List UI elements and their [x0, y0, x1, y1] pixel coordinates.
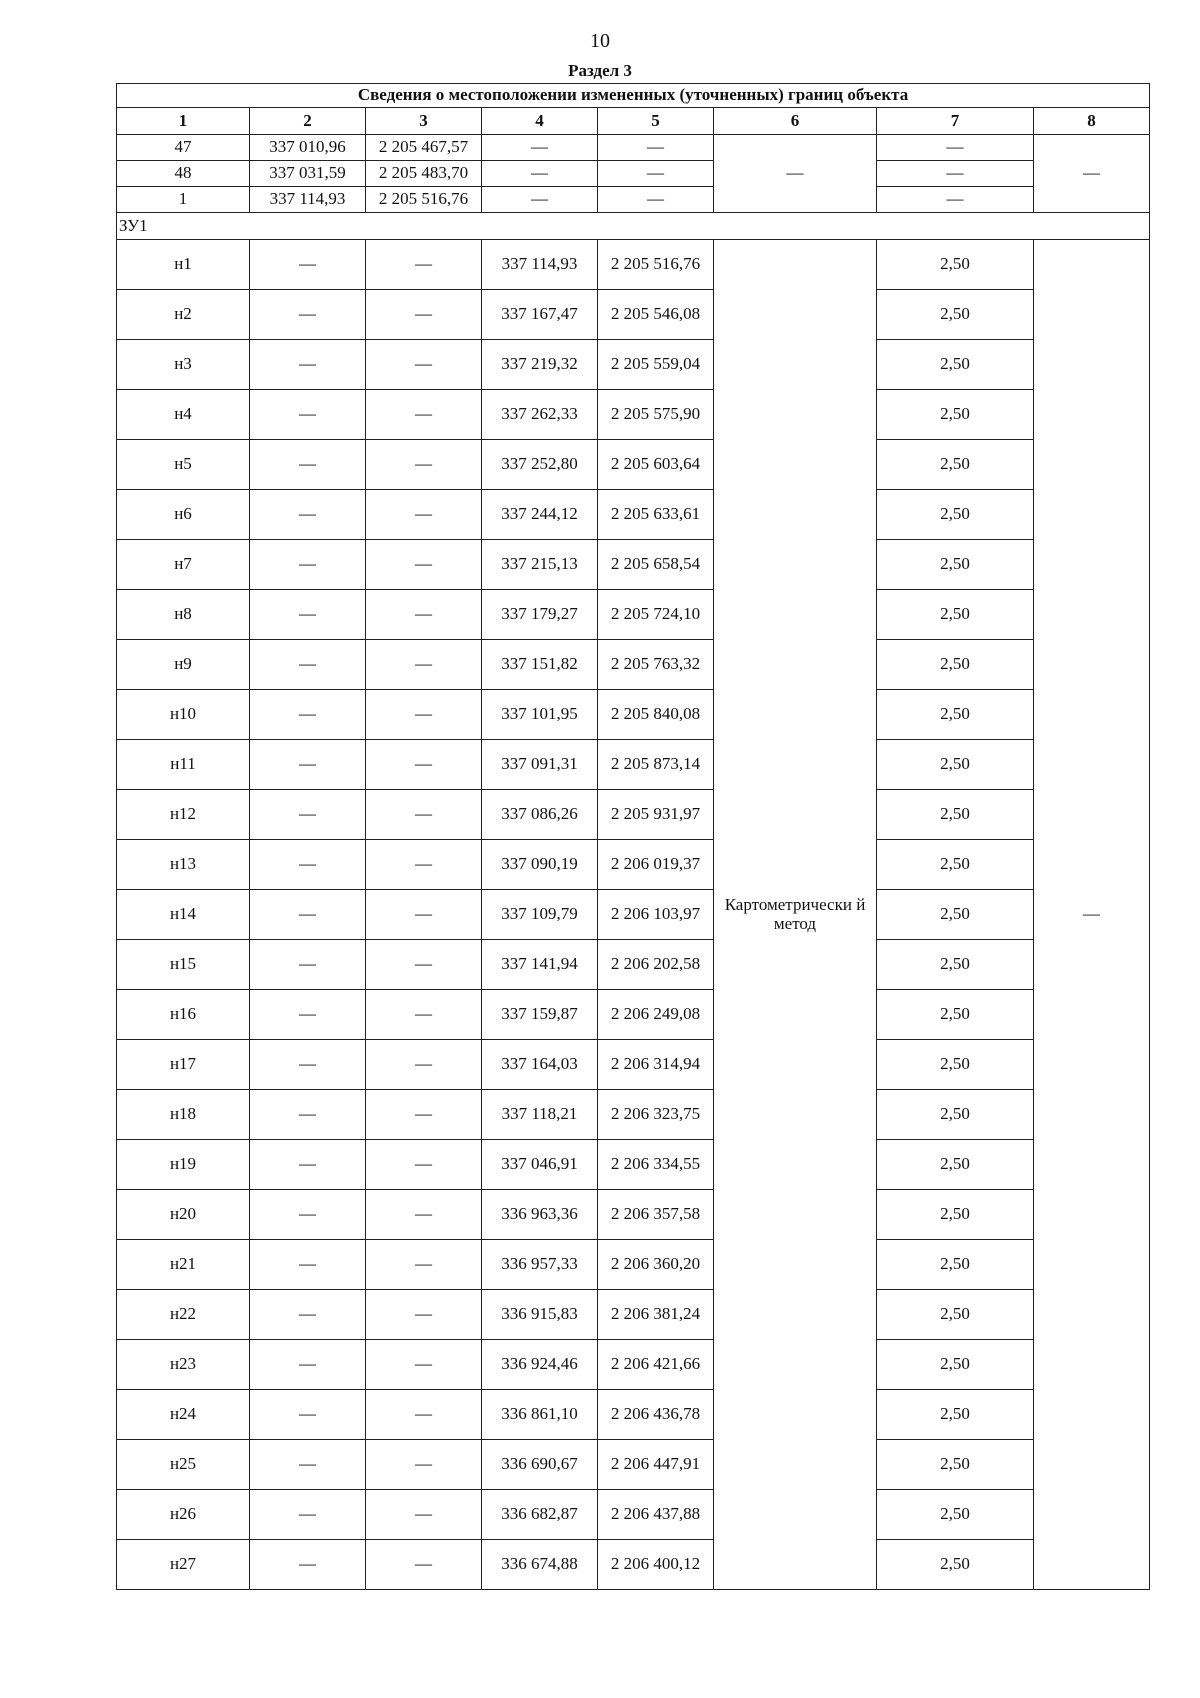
y-old-cell: —: [366, 1190, 482, 1240]
table-row: [117, 135, 1150, 161]
y-old-cell: —: [366, 1040, 482, 1090]
y-old-cell: —: [366, 890, 482, 940]
x-old-cell: —: [250, 1190, 366, 1240]
y-new-cell: 2 206 437,88: [598, 1490, 714, 1540]
accuracy-cell: 2,50: [877, 1090, 1034, 1140]
y-new-cell: 2 206 400,12: [598, 1540, 714, 1590]
x-old-cell: —: [250, 390, 366, 440]
table-row: [117, 540, 1150, 590]
point-name-cell: н6: [117, 490, 250, 540]
x-old-cell: —: [250, 1390, 366, 1440]
y-old-cell: —: [366, 1390, 482, 1440]
x-old-cell: —: [250, 890, 366, 940]
x-new-cell: 336 963,36: [482, 1190, 598, 1240]
column-number: 7: [877, 108, 1034, 135]
table-row: [117, 1240, 1150, 1290]
accuracy-cell: 2,50: [877, 1490, 1034, 1540]
y-new-cell: 2 205 575,90: [598, 390, 714, 440]
accuracy-cell: 2,50: [877, 1190, 1034, 1240]
point-name-cell: н21: [117, 1240, 250, 1290]
point-name-cell: н11: [117, 740, 250, 790]
point-name-cell: н16: [117, 990, 250, 1040]
table-row: [117, 1340, 1150, 1390]
x-old-cell: —: [250, 1290, 366, 1340]
table-row: [117, 1290, 1150, 1340]
y-new-cell: 2 206 019,37: [598, 840, 714, 890]
x-new-cell: 337 141,94: [482, 940, 598, 990]
point-name-cell: н4: [117, 390, 250, 440]
y-old-cell: —: [366, 840, 482, 890]
accuracy-cell: 2,50: [877, 990, 1034, 1040]
accuracy-cell: 2,50: [877, 1390, 1034, 1440]
x-old-cell: —: [250, 440, 366, 490]
x-new-cell: 337 244,12: [482, 490, 598, 540]
x-old-cell: 337 031,59: [250, 161, 366, 187]
x-new-cell: 337 114,93: [482, 240, 598, 290]
accuracy-cell: 2,50: [877, 440, 1034, 490]
table-row: [117, 840, 1150, 890]
accuracy-cell: 2,50: [877, 340, 1034, 390]
x-old-cell: 337 114,93: [250, 187, 366, 213]
table-row: [117, 890, 1150, 940]
x-new-cell: 336 861,10: [482, 1390, 598, 1440]
point-name-cell: н15: [117, 940, 250, 990]
x-old-cell: —: [250, 1090, 366, 1140]
x-new-cell: 337 164,03: [482, 1040, 598, 1090]
accuracy-cell: 2,50: [877, 590, 1034, 640]
accuracy-cell: 2,50: [877, 240, 1034, 290]
accuracy-cell: 2,50: [877, 1290, 1034, 1340]
y-new-cell: 2 205 633,61: [598, 490, 714, 540]
y-new-cell: 2 206 323,75: [598, 1090, 714, 1140]
y-old-cell: —: [366, 390, 482, 440]
y-new-cell: 2 206 202,58: [598, 940, 714, 990]
accuracy-cell: 2,50: [877, 1540, 1034, 1590]
table-row: [117, 1140, 1150, 1190]
column-number-row: [117, 108, 1150, 135]
accuracy-cell: —: [877, 135, 1034, 161]
table-row: [117, 1190, 1150, 1240]
table-row: [117, 1090, 1150, 1140]
accuracy-cell: 2,50: [877, 290, 1034, 340]
x-old-cell: —: [250, 840, 366, 890]
y-new-cell: 2 205 873,14: [598, 740, 714, 790]
x-new-cell: 336 674,88: [482, 1540, 598, 1590]
x-old-cell: —: [250, 1540, 366, 1590]
y-old-cell: —: [366, 790, 482, 840]
section-title: Раздел 3: [568, 61, 632, 80]
y-new-cell: 2 206 360,20: [598, 1240, 714, 1290]
point-name-cell: н22: [117, 1290, 250, 1340]
accuracy-cell: —: [877, 187, 1034, 213]
point-name-cell: н9: [117, 640, 250, 690]
y-new-cell: 2 206 103,97: [598, 890, 714, 940]
x-old-cell: —: [250, 340, 366, 390]
y-old-cell: —: [366, 590, 482, 640]
x-new-cell: 336 924,46: [482, 1340, 598, 1390]
x-new-cell: 337 252,80: [482, 440, 598, 490]
y-new-cell: 2 205 724,10: [598, 590, 714, 640]
y-old-cell: —: [366, 1240, 482, 1290]
y-new-cell: 2 205 516,76: [598, 240, 714, 290]
y-old-cell: 2 205 467,57: [366, 135, 482, 161]
x-new-cell: 337 118,21: [482, 1090, 598, 1140]
x-new-cell: 337 101,95: [482, 690, 598, 740]
y-new-cell: 2 206 357,58: [598, 1190, 714, 1240]
point-name-cell: 1: [117, 187, 250, 213]
table-row: [117, 490, 1150, 540]
y-new-cell: 2 206 381,24: [598, 1290, 714, 1340]
x-old-cell: —: [250, 1140, 366, 1190]
accuracy-cell: 2,50: [877, 840, 1034, 890]
table-row: [117, 340, 1150, 390]
y-new-cell: —: [598, 161, 714, 187]
table-row: [117, 740, 1150, 790]
y-old-cell: —: [366, 640, 482, 690]
y-old-cell: —: [366, 690, 482, 740]
point-name-cell: н5: [117, 440, 250, 490]
x-new-cell: 336 915,83: [482, 1290, 598, 1340]
x-new-cell: —: [482, 161, 598, 187]
table-row: [117, 440, 1150, 490]
table-row: [117, 690, 1150, 740]
y-new-cell: 2 205 546,08: [598, 290, 714, 340]
point-name-cell: 48: [117, 161, 250, 187]
table-row: [117, 1490, 1150, 1540]
x-new-cell: 337 109,79: [482, 890, 598, 940]
y-old-cell: 2 205 483,70: [366, 161, 482, 187]
table-row: [117, 240, 1150, 290]
point-name-cell: н24: [117, 1390, 250, 1440]
accuracy-cell: 2,50: [877, 1440, 1034, 1490]
point-name-cell: н25: [117, 1440, 250, 1490]
accuracy-cell: 2,50: [877, 1340, 1034, 1390]
x-new-cell: 337 046,91: [482, 1140, 598, 1190]
column-number: 8: [1034, 108, 1150, 135]
x-old-cell: —: [250, 740, 366, 790]
x-old-cell: 337 010,96: [250, 135, 366, 161]
table-row: [117, 590, 1150, 640]
table-title: Сведения о местоположении измененных (уточненных) границ объекта: [117, 84, 1150, 108]
boundary-table: [116, 83, 1150, 1590]
accuracy-cell: 2,50: [877, 890, 1034, 940]
x-new-cell: 337 151,82: [482, 640, 598, 690]
x-new-cell: 337 179,27: [482, 590, 598, 640]
accuracy-cell: 2,50: [877, 390, 1034, 440]
x-new-cell: —: [482, 135, 598, 161]
x-new-cell: 337 091,31: [482, 740, 598, 790]
x-old-cell: —: [250, 940, 366, 990]
y-old-cell: —: [366, 340, 482, 390]
point-name-cell: н13: [117, 840, 250, 890]
x-new-cell: 336 682,87: [482, 1490, 598, 1540]
accuracy-cell: 2,50: [877, 690, 1034, 740]
y-old-cell: —: [366, 490, 482, 540]
y-old-cell: —: [366, 940, 482, 990]
y-new-cell: 2 205 931,97: [598, 790, 714, 840]
page-number: 10: [590, 30, 610, 52]
table-row: [117, 187, 1150, 213]
y-old-cell: —: [366, 1490, 482, 1540]
x-new-cell: 337 262,33: [482, 390, 598, 440]
method-cell: —: [714, 135, 877, 213]
y-old-cell: —: [366, 1290, 482, 1340]
accuracy-cell: 2,50: [877, 1040, 1034, 1090]
point-name-cell: н2: [117, 290, 250, 340]
x-new-cell: 336 957,33: [482, 1240, 598, 1290]
x-old-cell: —: [250, 290, 366, 340]
accuracy-cell: 2,50: [877, 940, 1034, 990]
y-new-cell: 2 205 559,04: [598, 340, 714, 390]
table-row: [117, 990, 1150, 1040]
y-new-cell: 2 206 314,94: [598, 1040, 714, 1090]
column-number: 2: [250, 108, 366, 135]
x-old-cell: —: [250, 590, 366, 640]
y-old-cell: —: [366, 1540, 482, 1590]
point-name-cell: н23: [117, 1340, 250, 1390]
y-new-cell: —: [598, 187, 714, 213]
description-cell: —: [1034, 135, 1150, 213]
x-old-cell: —: [250, 240, 366, 290]
point-name-cell: н7: [117, 540, 250, 590]
x-old-cell: —: [250, 690, 366, 740]
accuracy-cell: 2,50: [877, 740, 1034, 790]
x-old-cell: —: [250, 790, 366, 840]
point-name-cell: н26: [117, 1490, 250, 1540]
column-number: 3: [366, 108, 482, 135]
y-new-cell: 2 205 603,64: [598, 440, 714, 490]
accuracy-cell: 2,50: [877, 1140, 1034, 1190]
y-new-cell: —: [598, 135, 714, 161]
y-old-cell: —: [366, 1340, 482, 1390]
accuracy-cell: 2,50: [877, 640, 1034, 690]
accuracy-cell: 2,50: [877, 790, 1034, 840]
accuracy-cell: 2,50: [877, 1240, 1034, 1290]
method-cell: Картометрически й метод: [714, 240, 877, 1590]
point-name-cell: н27: [117, 1540, 250, 1590]
x-old-cell: —: [250, 1440, 366, 1490]
table-row: [117, 940, 1150, 990]
x-old-cell: —: [250, 990, 366, 1040]
column-number: 1: [117, 108, 250, 135]
y-new-cell: 2 205 763,32: [598, 640, 714, 690]
x-new-cell: 337 159,87: [482, 990, 598, 1040]
y-new-cell: 2 206 436,78: [598, 1390, 714, 1440]
x-new-cell: 337 167,47: [482, 290, 598, 340]
y-old-cell: —: [366, 1140, 482, 1190]
y-old-cell: —: [366, 240, 482, 290]
x-new-cell: 337 219,32: [482, 340, 598, 390]
y-old-cell: —: [366, 1440, 482, 1490]
x-old-cell: —: [250, 540, 366, 590]
column-number: 5: [598, 108, 714, 135]
description-cell: —: [1034, 240, 1150, 1590]
y-old-cell: —: [366, 990, 482, 1040]
y-old-cell: —: [366, 1090, 482, 1140]
x-old-cell: —: [250, 1340, 366, 1390]
y-old-cell: —: [366, 740, 482, 790]
table-row: [117, 290, 1150, 340]
y-old-cell: —: [366, 290, 482, 340]
point-name-cell: н8: [117, 590, 250, 640]
table-row: [117, 1040, 1150, 1090]
x-new-cell: 337 090,19: [482, 840, 598, 890]
x-old-cell: —: [250, 1240, 366, 1290]
point-name-cell: н19: [117, 1140, 250, 1190]
point-name-cell: н3: [117, 340, 250, 390]
table-row: [117, 161, 1150, 187]
accuracy-cell: 2,50: [877, 490, 1034, 540]
x-old-cell: —: [250, 1040, 366, 1090]
y-new-cell: 2 206 421,66: [598, 1340, 714, 1390]
x-old-cell: —: [250, 1490, 366, 1540]
accuracy-cell: 2,50: [877, 540, 1034, 590]
section-row: [117, 213, 1150, 240]
point-name-cell: н14: [117, 890, 250, 940]
column-number: 6: [714, 108, 877, 135]
point-name-cell: н12: [117, 790, 250, 840]
y-new-cell: 2 206 334,55: [598, 1140, 714, 1190]
point-name-cell: н17: [117, 1040, 250, 1090]
table-row: [117, 1390, 1150, 1440]
point-name-cell: н1: [117, 240, 250, 290]
x-old-cell: —: [250, 490, 366, 540]
point-name-cell: н20: [117, 1190, 250, 1240]
x-new-cell: —: [482, 187, 598, 213]
x-new-cell: 337 086,26: [482, 790, 598, 840]
x-new-cell: 336 690,67: [482, 1440, 598, 1490]
y-old-cell: —: [366, 440, 482, 490]
y-old-cell: 2 205 516,76: [366, 187, 482, 213]
point-name-cell: 47: [117, 135, 250, 161]
table-row: [117, 390, 1150, 440]
x-old-cell: —: [250, 640, 366, 690]
y-new-cell: 2 206 249,08: [598, 990, 714, 1040]
y-old-cell: —: [366, 540, 482, 590]
table-row: [117, 790, 1150, 840]
accuracy-cell: —: [877, 161, 1034, 187]
y-new-cell: 2 206 447,91: [598, 1440, 714, 1490]
point-name-cell: н18: [117, 1090, 250, 1140]
x-new-cell: 337 215,13: [482, 540, 598, 590]
table-row: [117, 1440, 1150, 1490]
table-row: [117, 1540, 1150, 1590]
y-new-cell: 2 205 840,08: [598, 690, 714, 740]
point-name-cell: н10: [117, 690, 250, 740]
table-row: [117, 640, 1150, 690]
y-new-cell: 2 205 658,54: [598, 540, 714, 590]
section-label: ЗУ1: [117, 213, 1150, 240]
column-number: 4: [482, 108, 598, 135]
